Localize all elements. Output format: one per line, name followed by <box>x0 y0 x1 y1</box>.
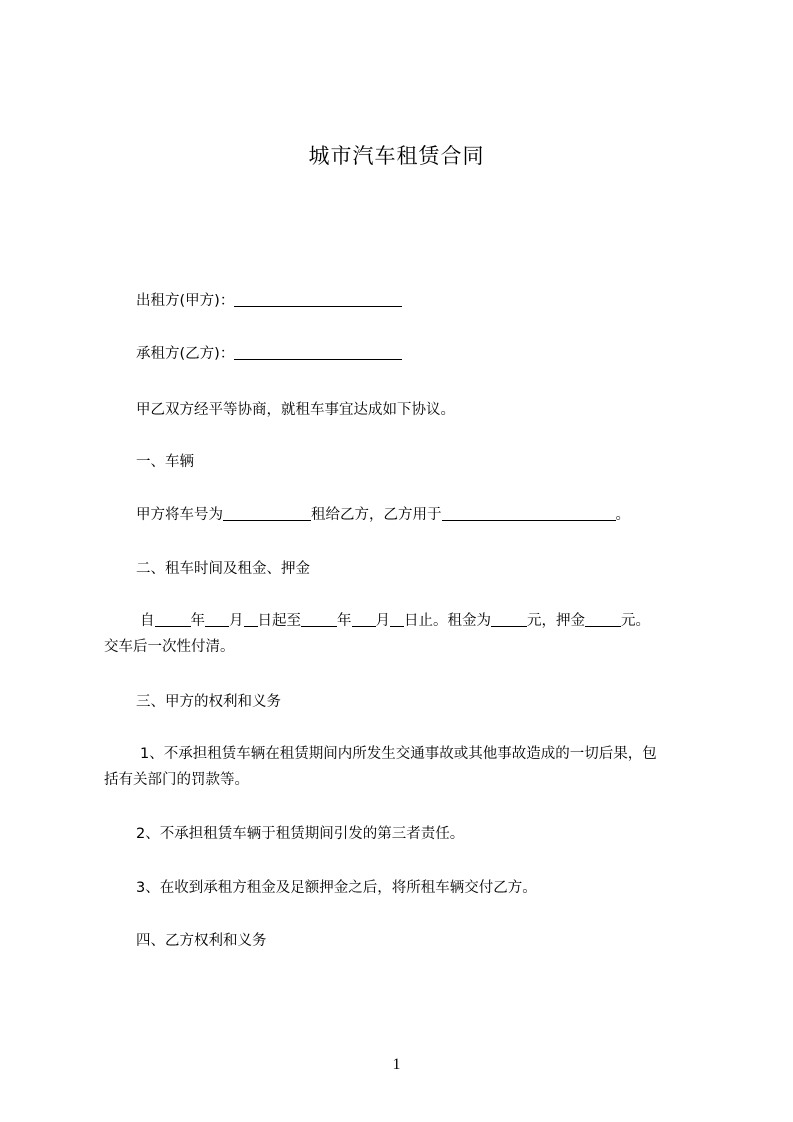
month-label: 月 <box>375 613 390 629</box>
end-month-blank[interactable] <box>352 611 376 627</box>
start-day-blank[interactable] <box>244 611 258 627</box>
section1-text-b: 租给乙方，乙方用于 <box>311 507 442 523</box>
from-label: 自 <box>140 613 155 629</box>
year-label: 年 <box>337 613 352 629</box>
lessor-label: 出租方(甲方)： <box>136 293 235 309</box>
lessor-blank[interactable] <box>234 291 402 307</box>
section1-paragraph <box>136 502 746 528</box>
day-to-label: 日止。租金为 <box>404 613 491 629</box>
start-year-blank[interactable] <box>155 611 191 627</box>
section3-item2: 2、不承担租赁车辆于租赁期间引发的第三者责任。 <box>136 826 465 842</box>
section1-heading: 一、车辆 <box>136 454 194 470</box>
lessee-label: 承租方(乙方)： <box>136 346 235 362</box>
lessor-line <box>136 288 746 314</box>
deposit-amount-blank[interactable] <box>585 611 621 627</box>
section1-text-c: 。 <box>615 507 630 523</box>
section3-heading: 三、甲方的权利和义务 <box>136 694 281 710</box>
rent-amount-blank[interactable] <box>491 611 527 627</box>
document-title: 城市汽车租赁合同 <box>308 144 485 168</box>
section2-paragraph-line1 <box>140 608 750 634</box>
section4-heading: 四、乙方权利和义务 <box>136 933 267 949</box>
year-label: 年 <box>190 613 205 629</box>
lessee-line <box>136 341 746 367</box>
intro-paragraph: 甲乙双方经平等协商，就租车事宜达成如下协议。 <box>136 402 455 418</box>
section2-heading: 二、租车时间及租金、押金 <box>136 561 310 577</box>
month-label: 月 <box>229 613 244 629</box>
section3-item1-line2: 括有关部门的罚款等。 <box>104 772 249 788</box>
end-year-blank[interactable] <box>301 611 337 627</box>
section1-text-a: 甲方将车号为 <box>136 507 223 523</box>
plate-number-blank[interactable] <box>223 505 311 521</box>
section2-paragraph-line2: 交车后一次性付清。 <box>104 639 235 655</box>
day-from-label: 日起至 <box>257 613 301 629</box>
usage-blank[interactable] <box>442 505 616 521</box>
start-month-blank[interactable] <box>205 611 229 627</box>
rent-unit-label: 元，押金 <box>527 613 585 629</box>
lessee-blank[interactable] <box>234 344 402 360</box>
end-day-blank[interactable] <box>390 611 404 627</box>
deposit-unit-label: 元。 <box>621 613 650 629</box>
section3-item3: 3、在收到承租方租金及足额押金之后，将所租车辆交付乙方。 <box>136 880 537 896</box>
page-number: 1 <box>392 1056 401 1073</box>
section3-item1-line1: 1、不承担租赁车辆在租赁期间内所发生交通事故或其他事故造成的一切后果，包 <box>140 746 657 762</box>
